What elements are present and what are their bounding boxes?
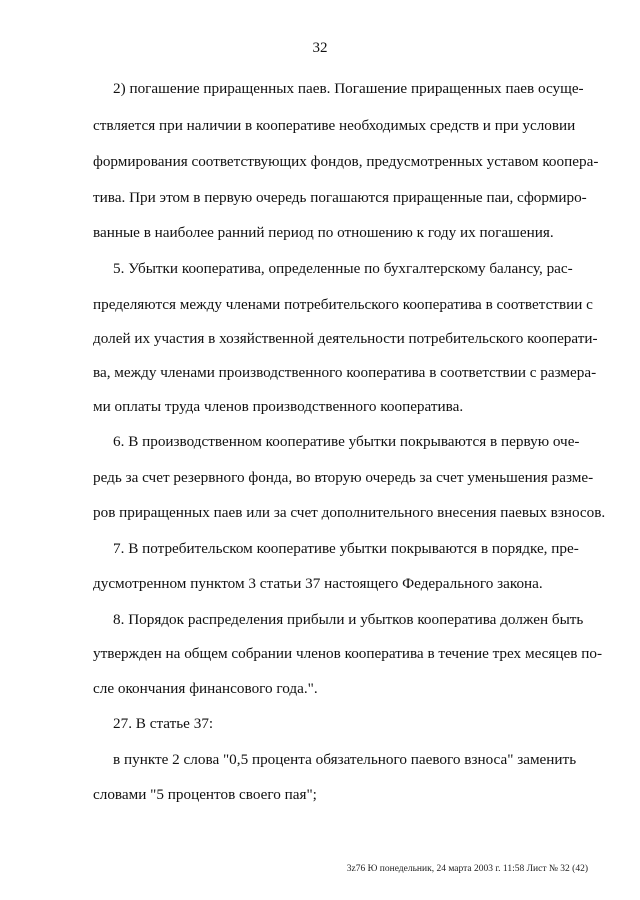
page-number: 32 — [312, 40, 328, 56]
text-line: ров приращенных паев или за счет дополнительного внесения паевых взносов. — [93, 504, 606, 521]
text-line: пределяются между членами потребительского кооператива в соответствии с — [93, 296, 593, 313]
text-line: дусмотренном пунктом 3 статьи 37 настоящего Федерального закона. — [93, 575, 543, 592]
text-line: утвержден на общем собрании членов кооператива в течение трех месяцев по- — [93, 645, 603, 662]
text-line: тива. При этом в первую очередь погашаются приращенные паи, сформиро- — [93, 189, 587, 206]
text-line: редь за счет резервного фонда, во вторую очередь за счет уменьшения разме- — [93, 469, 594, 486]
text-line: ва, между членами производственного кооператива в соответствии с размера- — [93, 364, 597, 381]
text-line: ствляется при наличии в кооперативе необходимых средств и при условии — [93, 117, 576, 134]
footer-stamp: 3z76 Ю понедельник, 24 марта 2003 г. 11:58 Лист № 32 (42) — [346, 864, 588, 874]
text-line: 5. Убытки кооператива, определенные по бухгалтерскому балансу, рас- — [113, 260, 573, 277]
text-line: 27. В статье 37: — [113, 715, 214, 732]
text-line: 8. Порядок распределения прибыли и убытков кооператива должен быть — [113, 611, 584, 628]
text-line: ванные в наиболее ранний период по отношению к году их погашения. — [93, 224, 554, 241]
text-line: 7. В потребительском кооперативе убытки покрываются в порядке, пре- — [113, 540, 579, 557]
text-line: 2) погашение приращенных паев. Погашение приращенных паев осуще- — [113, 80, 584, 97]
text-line: сле окончания финансового года.". — [93, 680, 318, 697]
text-line: 6. В производственном кооперативе убытки покрываются в первую оче- — [113, 433, 580, 450]
text-line: формирования соответствующих фондов, предусмотренных уставом коопера- — [93, 153, 599, 170]
text-line: в пункте 2 слова "0,5 процента обязательного паевого взноса" заменить — [113, 751, 577, 768]
text-line: долей их участия в хозяйственной деятельности потребительского кооперати- — [93, 330, 598, 347]
text-line: словами "5 процентов своего пая"; — [93, 786, 317, 803]
text-line: ми оплаты труда членов производственного кооператива. — [93, 398, 464, 415]
